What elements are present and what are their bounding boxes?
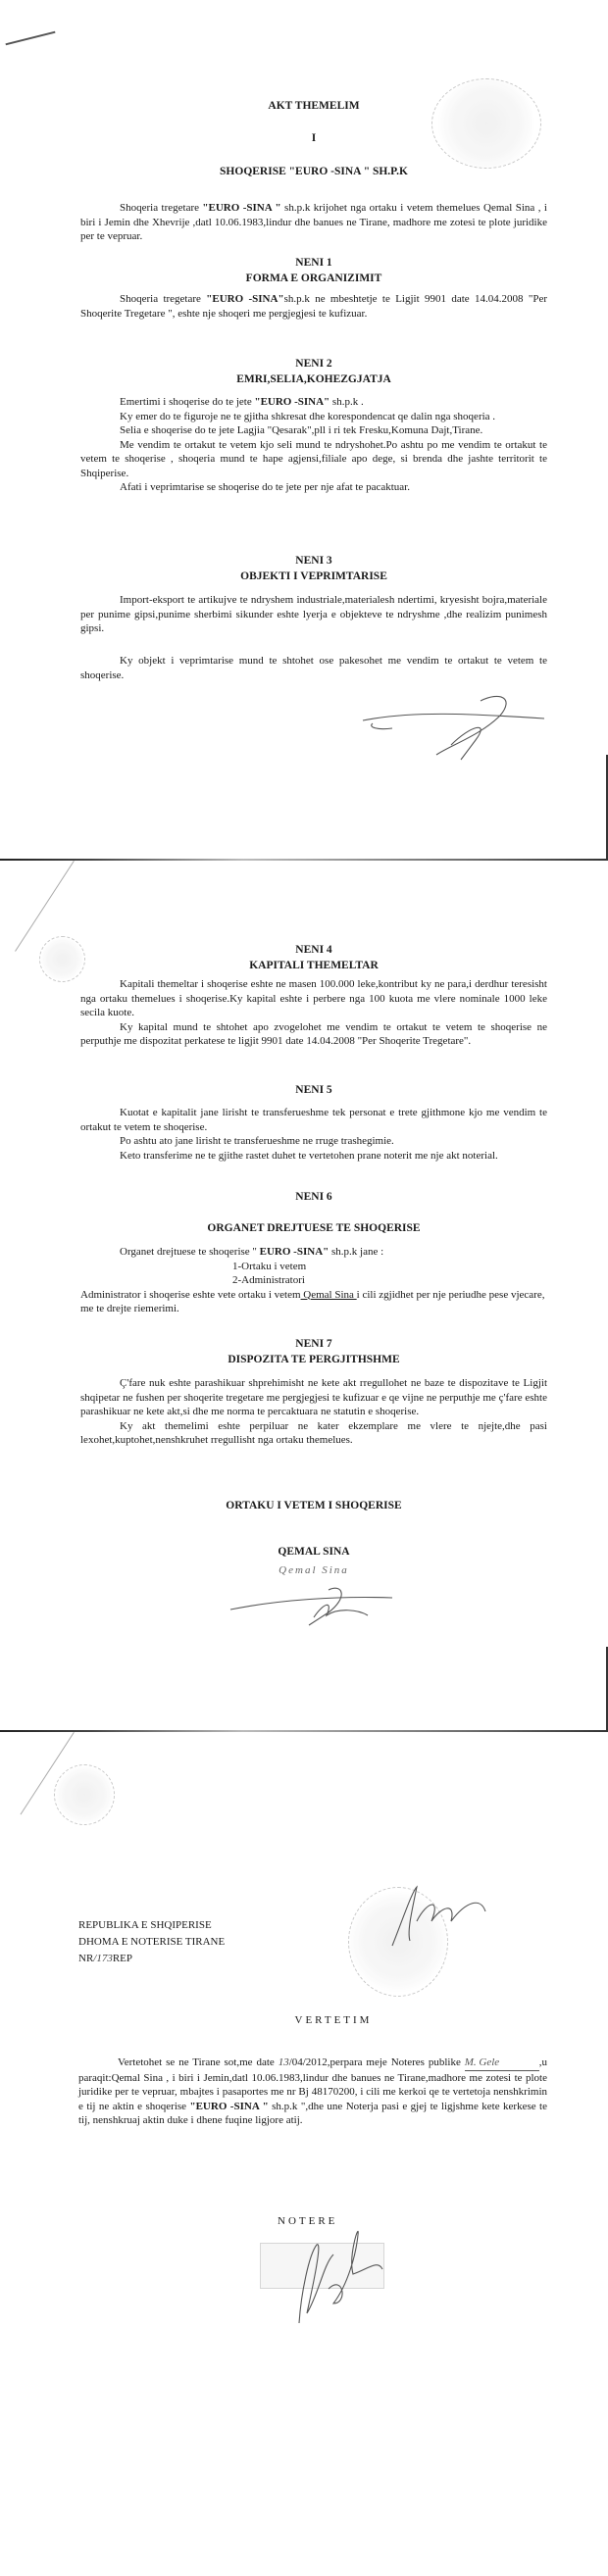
signatory-heading: ORTAKU I VETEM I SHOQERISE [226,1500,402,1511]
header-republic: REPUBLIKA E SHQIPERISE [78,1919,212,1931]
page-break-1 [0,859,608,861]
neni6-number: NENI 6 [295,1191,332,1203]
neni1-text: Shoqeria tregetare "EURO -SINA"sh.p.k ne mbeshtetje te Ligjit 9901 date 14.04.2008 "Per Shoqerite Tregetare ", eshte nje shoqeri me pergjegjesi te kufizuar. [80,293,547,320]
neni4-heading: KAPITALI THEMELTAR [249,960,379,971]
neni6-paragraphs: Organet drejtuese te shoqerise " EURO -SINA" sh.p.k jane : 1-Ortaku i vetem 2-Administratori Administrator i shoqerise eshte vete ortaku i vetem Qemal Sina i cili zgjidhet per nje periudhe pese vjecare, me te drejte riemerimi. [80,1245,547,1316]
page-break-2 [0,1730,608,1732]
neni2-number: NENI 2 [295,358,332,370]
vertetim-title: VERTETIM [294,2014,373,2026]
neni2-heading: EMRI,SELIA,KOHEZGJATJA [236,373,391,385]
neni3-heading: OBJEKTI I VEPRIMTARISE [240,570,387,582]
intro-paragraph: Shoqeria tregetare "EURO -SINA " sh.p.k krijohet nga ortaku i vetem themelues Qemal Sina , i biri i Jemin dhe Xhevrije ,datl 10.06.1983,lindur dhe banues ne Tirane, madhore me zotesi te plote juridike per te vepruar. [80,202,547,242]
neni7-number: NENI 7 [295,1338,332,1350]
neni3-p2: Ky objekt i veprimtarise mund te shtohet ose pakesohet me vendim te ortakut te vetem te shoqerise. [80,655,547,681]
neni1-number: NENI 1 [295,257,332,269]
founder-signature-page1 [353,686,549,765]
document-subtitle: SHOQERISE "EURO -SINA " SH.P.K [220,166,408,177]
notary-stamp [431,78,541,169]
handwritten-name: Qemal Sina [279,1564,349,1576]
founder-signature-page2 [211,1578,407,1627]
neni4-paragraphs: Kapitali themeltar i shoqerise eshte ne masen 100.000 leke,kontribut ky ne para,i derdhur teresisht nga ortaku themelues i shoqerise.Ky kapital eshte i perbere nga 100 kuota me vlere nominale 1000 leke secila kuote. Ky kapital mund te shtohet apo zvogelohet me vendim te ortakut te vetem te shoqerise ne perputhje me dispozitat perkatese te ligjit 9901 date 14.04.2008 "Per Shoqerite Tregetare". [80,978,547,1047]
signatory-name: QEMAL SINA [278,1546,350,1558]
header-number: NR/173REP [78,1953,133,1964]
neni6-heading: ORGANET DREJTUESE TE SHOQERISE [207,1222,421,1234]
organ-item-1: 1-Ortaku i vetem [232,1260,307,1272]
notary-signature-top [373,1882,510,1951]
organ-item-2: 2-Administratori [232,1274,305,1286]
document-title: AKT THEMELIM [268,100,360,112]
notary-label: NOTERE [278,2215,338,2227]
neni2-paragraphs: Emertimi i shoqerise do te jete "EURO -SINA" sh.p.k . Ky emer do te figuroje ne te gjitha shkresat dhe korespondencat qe dalin nga shoqeria . Selia e shoqerise do te jete Lagjia "Qesarak",pll i ri tek Fresku,Komuna Dajt,Tirane. Me vendim te ortakut te vetem kjo seli mund te ndryshohet.Po ashtu po me vendim te ortakut te vetem te shoqerise , shoqeria mund te hape agjensi,filiale apo dege, si brenda dhe jashte territorit te Shqiperise. Afati i veprimtarise se shoqerise do te jete per nje afat te pacaktuar. [80,396,547,493]
neni5-paragraphs: Kuotat e kapitalit jane lirisht te transferueshme tek personat e trete gjithmone kjo me vendim te ortakut te vetem te shoqerise. Po ashtu ato jane lirisht te transferueshme ne rruge trashegimie. Keto transferime ne te gjithe rastet duhet te vertetohen prane noterit me nje akt noterial. [80,1107,547,1162]
notary-signature [279,2215,397,2328]
neni3-number: NENI 3 [295,555,332,567]
neni5-number: NENI 5 [295,1084,332,1096]
scan-mark [6,31,56,46]
neni3-p1: Import-eksport te artikujve te ndryshem industriale,materialesh ndertimi, kryesisht bojra,materiale per punime gipsi,punime sherbimi sikunder eshte lyerja e objekteve te ndryshme ,dhe realizim punimesh gipsi. [80,594,547,634]
header-chamber: DHOMA E NOTERISE TIRANE [78,1936,226,1948]
neni1-heading: FORMA E ORGANIZIMIT [245,272,382,284]
stamp-fragment-2 [54,1764,115,1825]
document-title-i: I [311,132,317,144]
neni4-number: NENI 4 [295,944,332,956]
notary-header [78,1917,225,1967]
neni7-heading: DISPOZITA TE PERGJITHSHME [228,1354,400,1365]
vertetim-paragraph: Vertetohet se ne Tirane sot,me date 13/04/2012,perpara meje Noteres publike M. Gele ,u paraqit:Qemal Sina , i biri i Jemin,datl 10.06.1983,lindur dhe banues ne Tirane,madhore me zotesi te plote juridike per te vepruar, mbajtes i pasaportes me nr Bj 48170200, i cili me kerkoi qe te vertetoja nenshkrimin e tij ne aktin e shoqerise "EURO -SINA " sh.p.k ",dhe une Noterja pasi e gjej te ligjshme kete kerkese te tij, nenshkruaj aktin duke i dhene fuqine ligjore atij. [78,2056,547,2126]
neni7-paragraphs: Ç'fare nuk eshte parashikuar shprehimisht ne kete akt rregullohet ne baze te dispozitave te Ligjit shqipetar ne fushen per shoqerite tregetare me pergjegjesi te kufizuar e qe vijne ne perputhje me ç'fare eshte parashikuar ne kete akt,si dhe me norma te percaktuara ne statutin e shoqerise. Ky akt themelimi eshte perpiluar ne kater ekzemplare me vlere te njejte,dhe pasi lexohet,kuptohet,nenshkruhet rregullisht nga ortaku themelues. [80,1377,547,1446]
